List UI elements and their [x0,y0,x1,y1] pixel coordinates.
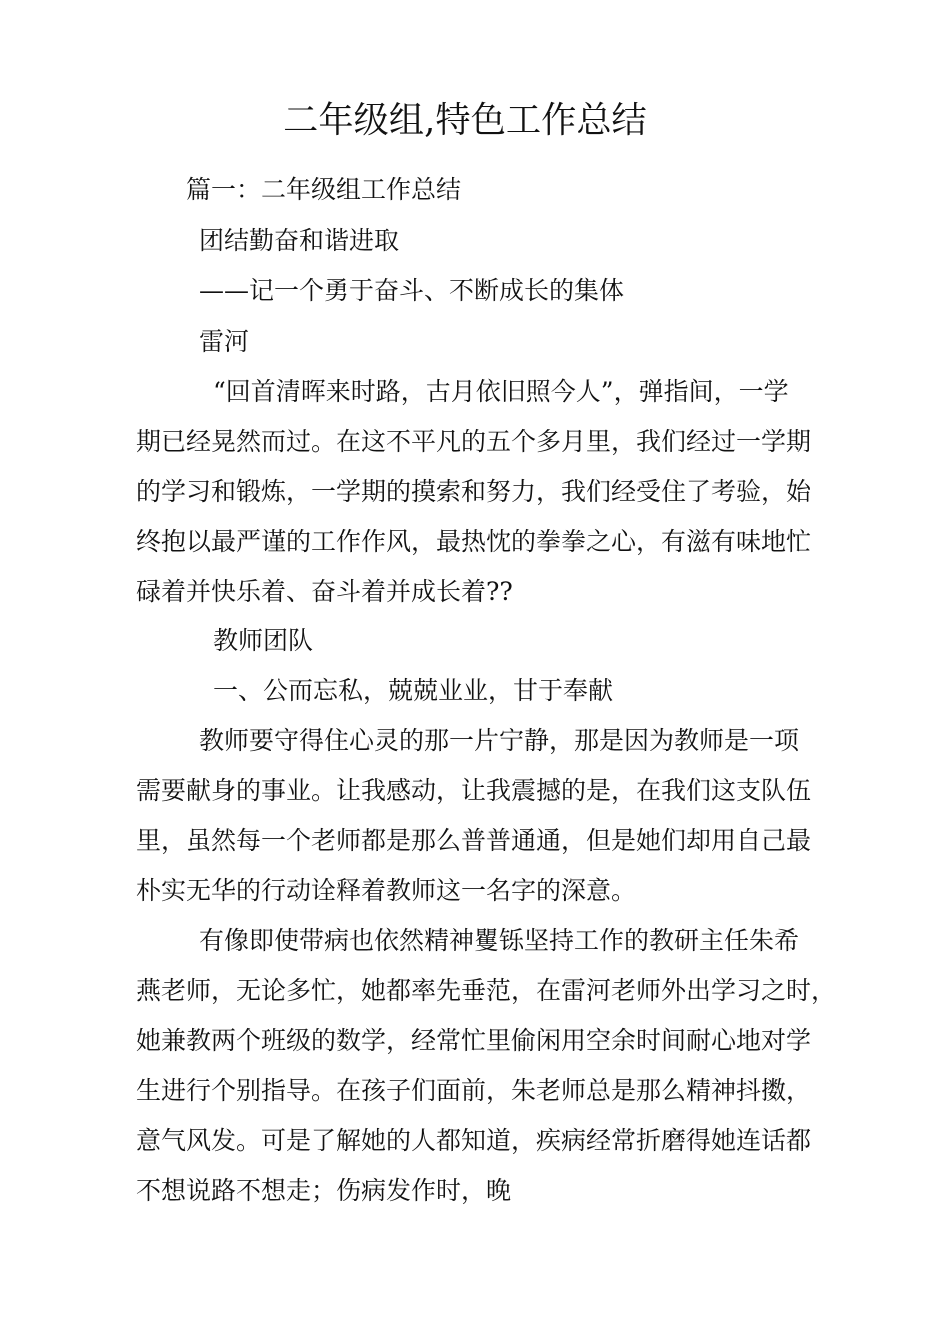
paragraph-line: 燕老师，无论多忙，她都率先垂范，在雷河老师外出学习之时， [136,976,837,1005]
intro-line: 期已经晃然而过。在这不平凡的五个多月里，我们经过一学期 [136,427,812,456]
author: 雷河 [199,327,250,356]
paragraph-line: 意气风发。可是了解她的人都知道，疾病经常折磨得她连话都 [136,1126,812,1155]
paragraph-line: 不想说路不想走；伤病发作时，晚 [136,1176,512,1205]
subtitle: ——记一个勇于奋斗、不断成长的集体 [199,276,625,305]
paragraph-line: 里，虽然每一个老师都是那么普普通通，但是她们却用自己最 [136,826,812,855]
paragraph-line: 朴实无华的行动诠释着教师这一名字的深意。 [136,876,637,905]
intro-line: 终抱以最严谨的工作作风，最热忱的拳拳之心，有滋有味地忙 [136,527,812,556]
intro-line: 的学习和锻炼，一学期的摸索和努力，我们经受住了考验，始 [136,477,812,506]
paragraph-line: 她兼教两个班级的数学，经常忙里偷闲用空余时间耐心地对学 [136,1026,812,1055]
paragraph-line: 有像即使带病也依然精神矍铄坚持工作的教研主任朱希 [199,926,800,955]
subheading: 团结勤奋和谐进取 [199,226,400,255]
intro-line: “回首清晖来时路，古月依旧照今人”，弹指间，一学 [213,377,789,406]
paragraph-line: 教师要守得住心灵的那一片宁静，那是因为教师是一项 [199,726,800,755]
document-title: 二年级组,特色工作总结 [283,100,647,141]
section-heading: 篇一：二年级组工作总结 [186,175,462,204]
point-title: 一、公而忘私，兢兢业业，甘于奉献 [213,676,614,705]
paragraph-line: 生进行个别指导。在孩子们面前，朱老师总是那么精神抖擞， [136,1076,812,1105]
intro-line: 碌着并快乐着、奋斗着并成长着?? [136,577,513,606]
section-title: 教师团队 [213,626,314,655]
paragraph-line: 需要献身的事业。让我感动，让我震撼的是，在我们这支队伍 [136,776,812,805]
